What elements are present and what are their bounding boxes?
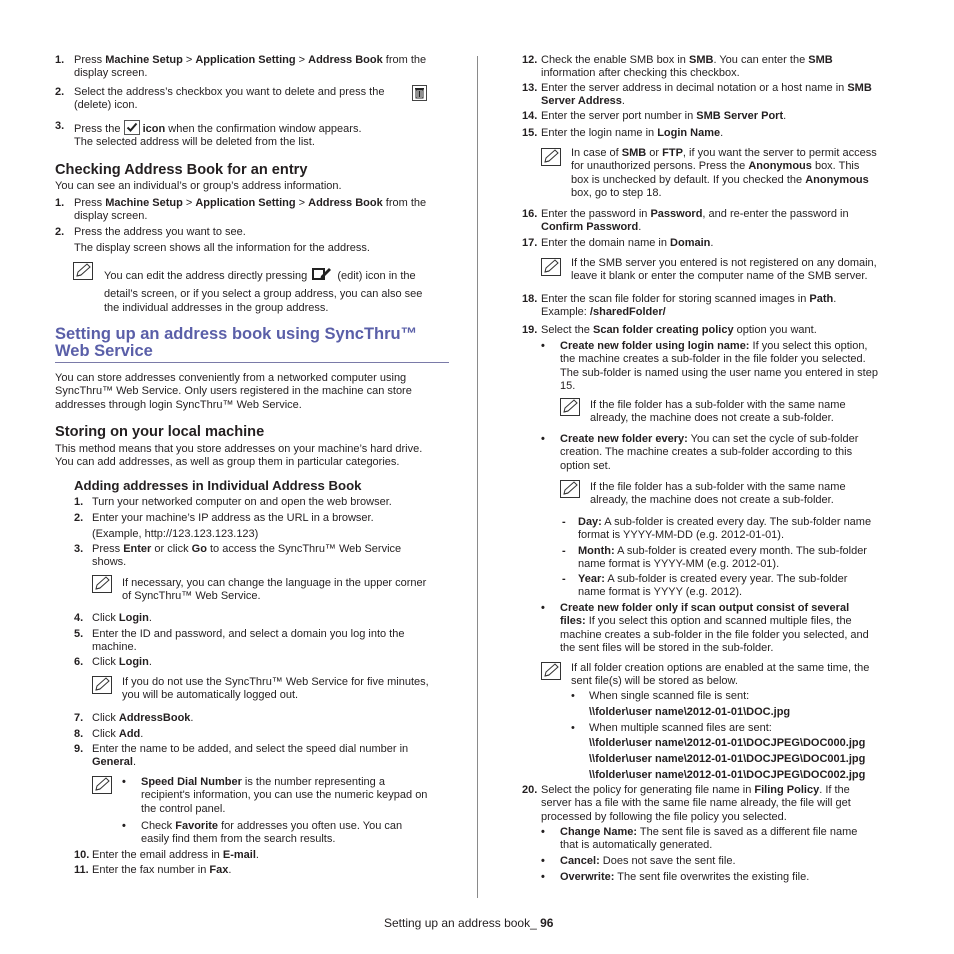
- step-text: Enter the email address in E-mail.: [92, 849, 259, 861]
- step-text: Press Machine Setup > Application Setting > Address Book from the display screen.: [74, 197, 427, 223]
- step-text: Press the icon when the confirmation window appears.: [74, 120, 450, 139]
- step-number: 3.: [74, 543, 84, 555]
- note-icon: [560, 398, 578, 416]
- step-text: Click Add.: [92, 728, 144, 740]
- step-text: Click Login.: [92, 656, 152, 668]
- dash-bullet: -: [562, 516, 566, 528]
- bullet: •: [122, 776, 126, 788]
- step-number: 14.: [522, 110, 538, 122]
- bullet-text: Overwrite: The sent file overwrites the existing file.: [560, 871, 810, 883]
- step-number: 1.: [74, 496, 84, 508]
- note-bullet-text: Speed Dial Number is the number representing a recipient's information, you can use the numeric keypad on the control panel.: [141, 776, 428, 815]
- note-text: If the file folder has a sub-folder with the same name already, the machine does not create a sub-folder.: [590, 399, 846, 425]
- page-number: 96: [540, 916, 554, 930]
- step-number: 19.: [522, 324, 538, 336]
- step-text: Enter the domain name in Domain.: [541, 237, 714, 249]
- step-number: 15.: [522, 127, 538, 139]
- note-bullet-text: Check Favorite for addresses you often use. You can easily find them from the search results.: [141, 820, 403, 846]
- step-text: Enter the ID and password, and select a domain you log into the machine.: [92, 628, 405, 654]
- bullet: •: [122, 820, 126, 832]
- step-number: 9.: [74, 743, 84, 755]
- page-footer: [384, 916, 553, 930]
- step-number: 2.: [55, 86, 65, 98]
- dash-text: Day: A sub-folder is created every day. The sub-folder name format is YYYY-MM-DD (e.g. 2012-01-01).: [578, 516, 872, 542]
- step-subtext: The display screen shows all the information for the address.: [74, 242, 370, 254]
- note-item: When single scanned file is sent:: [589, 690, 750, 702]
- step-text: Enter the server address in decimal notation or a host name in SMB Server Address.: [541, 82, 872, 108]
- dash-bullet: -: [562, 573, 566, 585]
- step-text: Check the enable SMB box in SMB. You can enter the SMB information after checking this checkbox.: [541, 54, 833, 80]
- note-icon: [541, 662, 559, 680]
- step-number: 7.: [74, 712, 84, 724]
- step-text: Select the policy for generating file name in Filing Policy. If the server has a file with the same file name already, the file will get processed by following the file policy you selected.: [541, 784, 851, 823]
- step-text: Press Enter or click Go to access the SyncThru™ Web Service shows.: [92, 543, 402, 569]
- step-text: Select the Scan folder creating policy option you want.: [541, 324, 817, 336]
- bullet: •: [541, 340, 545, 352]
- dash-text: Year: A sub-folder is created every year. The sub-folder name format is YYYY (e.g. 2012).: [578, 573, 848, 599]
- column-divider: [477, 56, 478, 898]
- step-subtext: The selected address will be deleted from the list.: [74, 136, 315, 148]
- step-text: Press Machine Setup > Application Setting > Address Book from the display screen.: [74, 54, 427, 80]
- step-text: Enter the login name in Login Name.: [541, 127, 724, 139]
- step-text: Enter the scan file folder for storing scanned images in Path. Example: /sharedFolder/: [541, 293, 837, 319]
- dash-bullet: -: [562, 545, 566, 557]
- bullet-text: Cancel: Does not save the sent file.: [560, 855, 736, 867]
- note-text: If all folder creation options are enabled at the same time, the sent file(s) will be stored as below.: [571, 662, 870, 688]
- step-text: Press the address you want to see.: [74, 226, 246, 238]
- step-number: 8.: [74, 728, 84, 740]
- note-text: If the SMB server you entered is not registered on any domain, leave it blank or enter the computer name of the SMB server.: [571, 257, 877, 283]
- paragraph: This method means that you store addresses on your machine’s hard drive. You can add addresses, as well as group them in particular categories.: [55, 443, 423, 469]
- step-number: 1.: [55, 54, 65, 66]
- bullet: •: [541, 433, 545, 445]
- step-number: 13.: [522, 82, 538, 94]
- step-number: 17.: [522, 237, 538, 249]
- step-number: 18.: [522, 293, 538, 305]
- step-text: Click AddressBook.: [92, 712, 194, 724]
- file-path: \\folder\user name\2012-01-01\DOCJPEG\DOC002.jpg: [589, 769, 866, 781]
- bullet: •: [571, 722, 575, 734]
- step-text: Enter the name to be added, and select the speed dial number in General.: [92, 743, 409, 769]
- step-text: Enter your machine’s IP address as the URL in a browser.: [92, 512, 374, 524]
- note-text: In case of SMB or FTP, if you want the server to permit access for unauthorized persons. Press the Anonymous box. This box is unchecked by default. If you checked the Anonymous box, go to step 18.: [571, 147, 877, 200]
- note-text: If you do not use the SyncThru™ Web Service for five minutes, you will be automatically logged out.: [122, 676, 429, 702]
- step-number: 2.: [74, 512, 84, 524]
- note-icon: [92, 676, 110, 694]
- dash-text: Month: A sub-folder is created every month. The sub-folder name format is YYYY-MM (e.g. 2012-01).: [578, 545, 867, 571]
- heading-adding-addresses: Adding addresses in Individual Address Book: [74, 478, 362, 493]
- heading-storing-local: Storing on your local machine: [55, 424, 265, 440]
- step-number: 3.: [55, 120, 65, 132]
- note-icon: [541, 258, 559, 276]
- step-number: 11.: [74, 864, 89, 876]
- heading-checking-address-book: Checking Address Book for an entry: [55, 162, 308, 178]
- step-number: 10.: [74, 849, 90, 861]
- step-number: 6.: [74, 656, 84, 668]
- note-text: If the file folder has a sub-folder with the same name already, the machine does not create a sub-folder.: [590, 481, 846, 507]
- note-icon: [92, 776, 110, 794]
- bullet-text: Change Name: The sent file is saved as a different file name that is automatically generated.: [560, 826, 858, 852]
- bullet: •: [541, 855, 545, 867]
- step-number: 2.: [55, 226, 65, 238]
- step-text: Select the address’s checkbox you want to delete and press the (delete) icon.: [74, 86, 450, 113]
- bullet: •: [541, 602, 545, 614]
- step-number: 20.: [522, 784, 538, 796]
- step-number: 16.: [522, 208, 538, 220]
- note-icon: [541, 148, 559, 166]
- step-number: 4.: [74, 612, 84, 624]
- note-icon: [560, 480, 578, 498]
- footer-title: Setting up an address book_: [384, 916, 541, 930]
- bullet-text: Create new folder using login name: If you select this option, the machine creates a sub-folder in the file folder you selected. The sub-folder is named using the user name you entered in step 15.: [560, 340, 878, 393]
- step-number: 1.: [55, 197, 65, 209]
- section-title-synchthru: Setting up an address book using SyncThru™ Web Service: [55, 325, 418, 360]
- step-text: Enter the password in Password, and re-enter the password in Confirm Password.: [541, 208, 849, 234]
- file-path: \\folder\user name\2012-01-01\DOC.jpg: [589, 706, 791, 718]
- bullet-text: Create new folder every: You can set the cycle of sub-folder creation. The machine creates a sub-folder according to this option set.: [560, 433, 859, 472]
- note-icon: [73, 262, 91, 280]
- bullet: •: [541, 871, 545, 883]
- bullet: •: [571, 690, 575, 702]
- file-path: \\folder\user name\2012-01-01\DOCJPEG\DOC000.jpg: [589, 737, 866, 749]
- step-text: Turn your networked computer on and open the web browser.: [92, 496, 392, 508]
- trash-icon: [412, 85, 427, 105]
- note-icon: [92, 575, 110, 593]
- edit-icon: [312, 266, 332, 288]
- file-path: \\folder\user name\2012-01-01\DOCJPEG\DOC001.jpg: [589, 753, 866, 765]
- step-text: Enter the fax number in Fax.: [92, 864, 232, 876]
- bullet-text: Create new folder only if scan output consist of several files: If you select this option and scanned multiple files, the machine creates a sub-folder in the file folder you selected, and the sent files will be stored in the sub-folder.: [560, 602, 869, 655]
- step-number: 12.: [522, 54, 538, 66]
- note-text: You can edit the address directly pressing (edit) icon in the detail’s screen, or if you select a group address, you can also see the individual addresses in the group address.: [104, 266, 450, 315]
- step-text: Click Login.: [92, 612, 152, 624]
- step-subtext: (Example, http://123.123.123.123): [92, 528, 259, 540]
- note-item: When multiple scanned files are sent:: [589, 722, 772, 734]
- paragraph: You can see an individual’s or group’s address information.: [55, 180, 342, 192]
- note-text: If necessary, you can change the language in the upper corner of SyncThru™ Web Service.: [122, 577, 427, 603]
- bullet: •: [541, 826, 545, 838]
- section-rule: [55, 362, 449, 363]
- paragraph: You can store addresses conveniently from a networked computer using SyncThru™ Web Service. Only users registered in the machine can store addresses through login SyncThru™ Web Service.: [55, 372, 412, 411]
- step-number: 5.: [74, 628, 84, 640]
- step-text: Enter the server port number in SMB Server Port.: [541, 110, 787, 122]
